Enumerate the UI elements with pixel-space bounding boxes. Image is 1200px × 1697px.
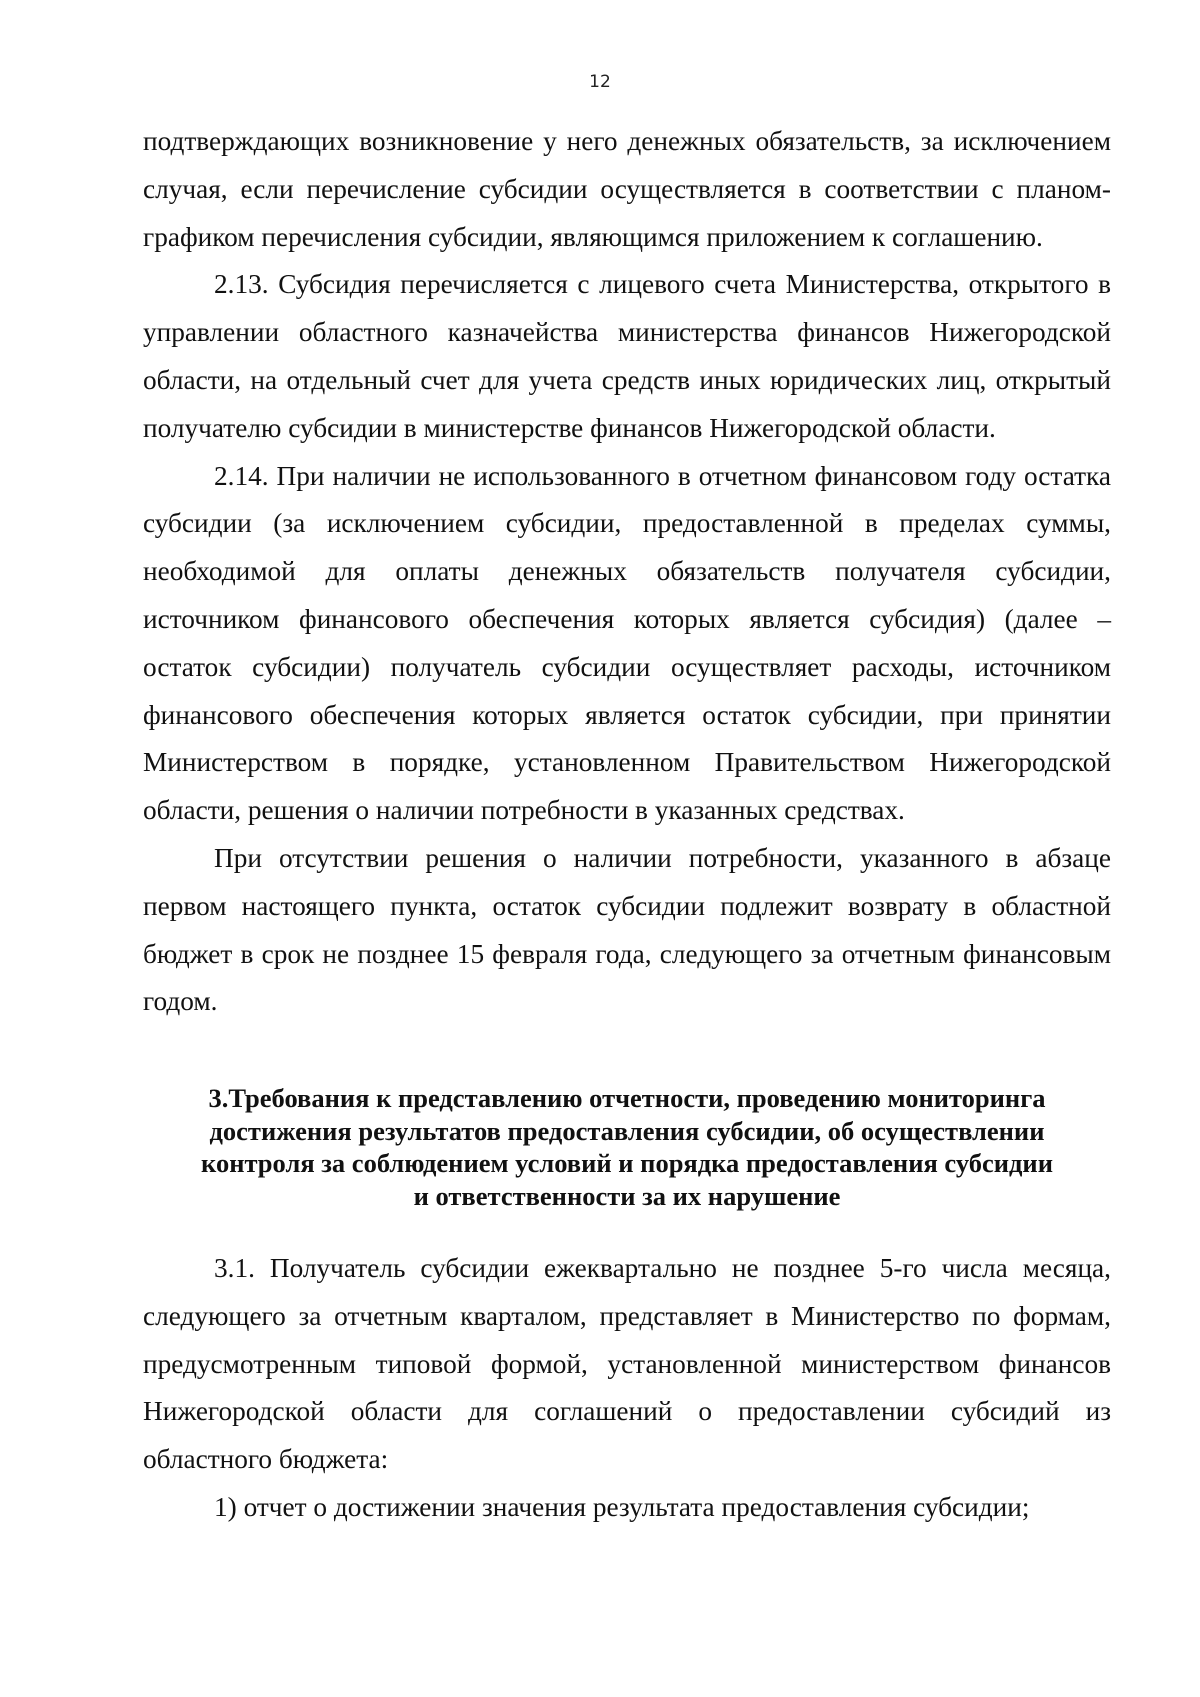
paragraph-3-1: 3.1. Получатель субсидии ежеквартально не позднее 5-го числа месяца, следующего за отчетным кварталом, представляет в Министерство по формам, предусмотренным типовой формой, установленной министерством финансов Нижегородской области для соглашений о предоставлении субсидий из областного бюджета: bbox=[143, 1253, 1111, 1475]
heading-line-4: и ответственности за их нарушение bbox=[413, 1180, 841, 1211]
page-number: 12 bbox=[589, 72, 611, 92]
paragraph-2-14-refund: При отсутствии решения о наличии потребности, указанного в абзаце первом настоящего пункта, остаток субсидии подлежит возврату в областной бюджет в срок не позднее 15 февраля года, следующего за отчетным финансовым годом. bbox=[143, 842, 1111, 1017]
body-text-lower bbox=[143, 1245, 1111, 1532]
heading-line-3: контроля за соблюдением условий и порядка предоставления субсидии bbox=[201, 1148, 1053, 1178]
body-text-upper bbox=[143, 118, 1111, 1026]
heading-line-1: 3.Требования к представлению отчетности, проведению мониторинга bbox=[208, 1083, 1046, 1113]
heading-line-2: достижения результатов предоставления субсидии, об осуществлении bbox=[209, 1115, 1045, 1146]
paragraph-2-13: 2.13. Субсидия перечисляется с лицевого счета Министерства, открытого в управлении областного казначейства министерства финансов Нижегородской области, на отдельный счет для учета средств иных юридических лиц, открытый получателю субсидии в министерстве финансов Нижегородской области. bbox=[143, 269, 1111, 443]
section-3-heading bbox=[143, 1082, 1111, 1212]
paragraph-continuation: подтверждающих возникновение у него денежных обязательств, за исключением случая, если перечисление субсидии осуществляется в соответствии с планом-графиком перечисления субсидии, являющимся приложением к соглашению. bbox=[143, 126, 1111, 252]
paragraph-2-14: 2.14. При наличии не использованного в отчетном финансовом году остатка субсидии (за исключением субсидии, предоставленной в пределах суммы, необходимой для оплаты денежных обязательств получателя субсидии, источником финансового обеспечения которых является субсидия) (далее – остаток субсидии) получатель субсидии осуществляет расходы, источником финансового обеспечения которых является остаток субсидии, при принятии Министерством в порядке, установленном Правительством Нижегородской области, решения о наличии потребности в указанных средствах. bbox=[143, 460, 1111, 826]
paragraph-3-1-item-1: 1) отчет о достижении значения результата предоставления субсидии; bbox=[214, 1491, 1030, 1522]
